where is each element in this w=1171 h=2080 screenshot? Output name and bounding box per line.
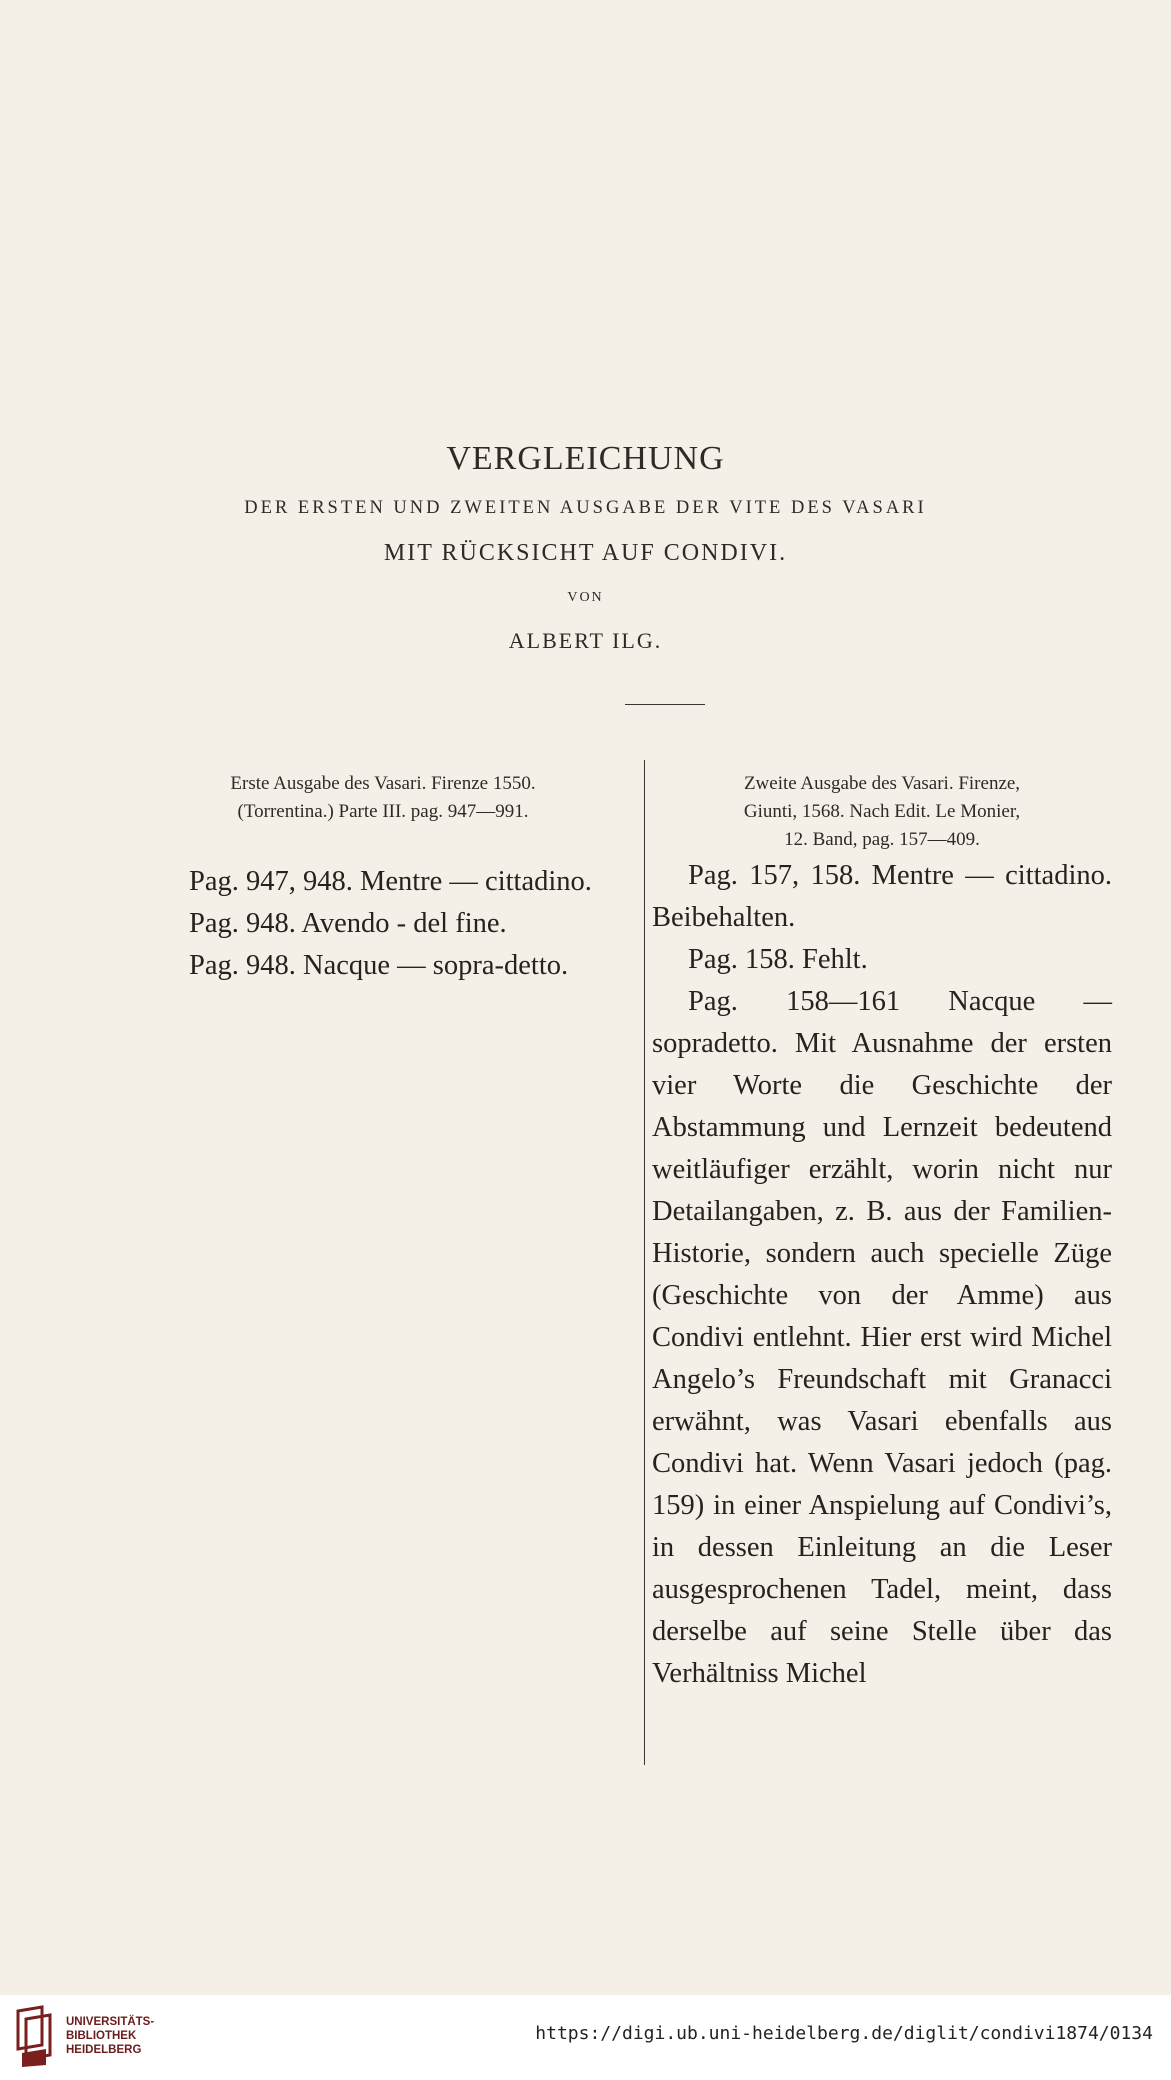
right-paragraph-1: Pag. 157, 158. Mentre — cittadino. Beibehalten. <box>652 860 1112 933</box>
subtitle-line-2: MIT RÜCKSICHT AUF CONDIVI. <box>383 540 788 566</box>
right-paragraph-2: Pag. 158. Fehlt. <box>688 944 868 975</box>
source-url-link[interactable]: https://digi.ub.uni-heidelberg.de/diglit/condivi1874/0134 <box>535 2023 1153 2044</box>
right-header-line-3: 12. Band, pag. 157—409. <box>784 829 980 850</box>
library-name-line-1: UNIVERSITÄTS- <box>66 2016 155 2028</box>
library-name-line-2: BIBLIOTHEK <box>66 2030 137 2042</box>
library-name <box>66 2015 154 2057</box>
title-divider <box>625 704 705 705</box>
author-name: ALBERT ILG. <box>508 628 663 653</box>
library-name-line-3: HEIDELBERG <box>66 2044 142 2056</box>
byline-von: VON <box>567 590 604 605</box>
main-title: VERGLEICHUNG <box>446 440 725 477</box>
right-header-line-2: Giunti, 1568. Nach Edit. Le Monier, <box>743 801 1021 822</box>
right-header-line-1: Zweite Ausgabe des Vasari. Firenze, <box>743 773 1021 794</box>
subtitle-line: DER ERSTEN UND ZWEITEN AUSGABE DER VITE DES VASARI <box>244 498 927 518</box>
right-paragraph-3: Pag. 158—161 Nacque — sopradetto. Mit Ausnahme der ersten vier Worte die Geschichte der Abstammung und Lernzeit bedeutend weitläufiger erzählt, worin nicht nur Detailangaben, z. B. aus der Familien-Historie, sondern auch specielle Züge (Geschichte von der Amme) aus Condivi entlehnt. Hier erst wird Michel Angelo’s Freundschaft mit Granacci erwähnt, was Vasari ebenfalls aus Condivi hat. Wenn Vasari jedoch (pag. 159) in einer Anspielung auf Condivi’s, in dessen Einleitung an die Leser ausgesprochenen Tadel, meint, dass derselbe auf seine Stelle über das Verhältniss Michel <box>652 986 1112 1689</box>
left-column-header <box>153 770 613 826</box>
library-logo-icon <box>12 2005 56 2069</box>
left-header-line-1: Erste Ausgabe des Vasari. Firenze 1550. <box>230 773 536 794</box>
left-header-line-2: (Torrentina.) Parte III. pag. 947—991. <box>237 801 529 822</box>
left-paragraph-2: Pag. 948. Avendo - del fine. <box>189 908 507 939</box>
left-paragraph-1: Pag. 947, 948. Mentre — cittadino. <box>189 866 592 897</box>
right-column-body <box>652 855 1112 1695</box>
left-paragraph-3: Pag. 948. Nacque — sopra-detto. <box>189 950 569 981</box>
left-column-body <box>153 861 613 987</box>
footer-bar <box>0 1995 1171 2080</box>
right-column-header <box>652 770 1112 854</box>
column-divider <box>644 760 645 1765</box>
